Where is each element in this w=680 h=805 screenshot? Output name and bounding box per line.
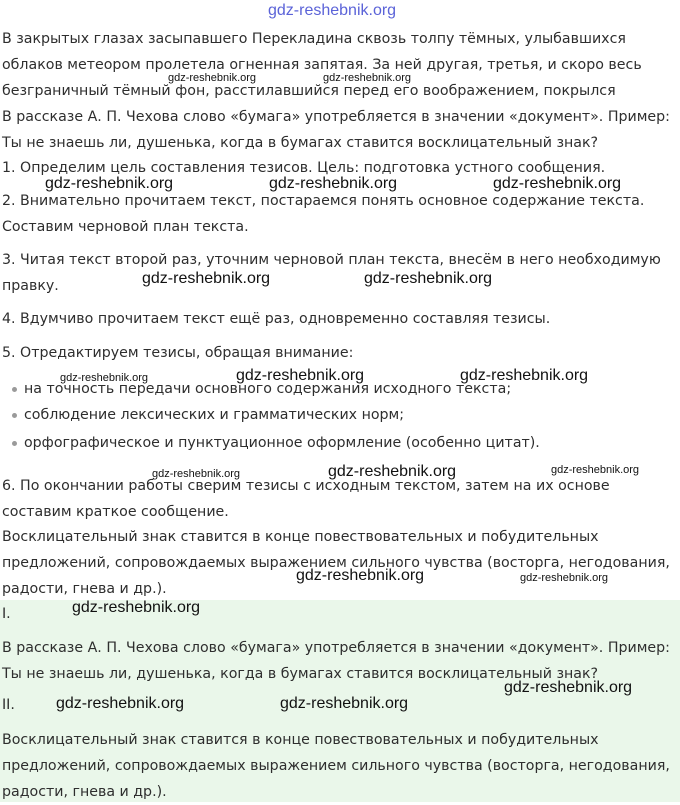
rule-line-1: Восклицательный знак ставится в конце повествовательных и побудительных — [2, 529, 599, 545]
answer-part-2-line-1: Восклицательный знак ставится в конце повествовательных и побудительных — [2, 732, 599, 748]
chekhov-intro-line-1: В рассказе А. П. Чехова слово «бумага» употребляется в значении «документ». Пример: — [2, 109, 670, 125]
watermark: gdz-reshebnik.org — [364, 270, 493, 287]
roman-numeral-2: II. — [2, 697, 15, 713]
watermark: gdz-reshebnik.org — [460, 367, 589, 384]
step-1: 1. Определим цель составления тезисов. Цель: подготовка устного сообщения. — [2, 160, 606, 176]
watermark: gdz-reshebnik.org — [328, 463, 457, 480]
step-5: 5. Отредактируем тезисы, обращая внимание: — [2, 345, 354, 361]
watermark: gdz-reshebnik.org — [551, 464, 640, 476]
watermark: gdz-reshebnik.org — [504, 679, 633, 696]
answer-part-2-line-3: радости, гнева и др.). — [2, 784, 167, 800]
top-watermark: gdz-reshebnik.org — [268, 2, 397, 19]
watermark: gdz-reshebnik.org — [56, 695, 185, 712]
story-line-3: безграничный тёмный фон, расстилавшийся перед его воображением, покрылся — [2, 83, 616, 99]
step-6-line-1: 6. По окончании работы сверим тезисы с исходным текстом, затем на их основе — [2, 478, 610, 494]
story-line-1: В закрытых глазах засыпавшего Перекладина сквозь толпу тёмных, улыбавшихся — [2, 31, 626, 47]
watermark: gdz-reshebnik.org — [168, 72, 257, 84]
step-3-line-2: правку. — [2, 278, 59, 294]
bullet-item-2: соблюдение лексических и грамматических норм; — [24, 407, 405, 423]
rule-line-3: радости, гнева и др.). — [2, 581, 167, 597]
step-2-line-2: Составим черновой план текста. — [2, 219, 249, 235]
answer-part-1-line-1: В рассказе А. П. Чехова слово «бумага» употребляется в значении «документ». Пример: — [2, 640, 670, 656]
step-6-line-2: составим краткое сообщение. — [2, 504, 229, 520]
watermark: gdz-reshebnik.org — [72, 599, 201, 616]
watermark: gdz-reshebnik.org — [280, 695, 409, 712]
watermark: gdz-reshebnik.org — [152, 468, 241, 480]
watermark: gdz-reshebnik.org — [269, 175, 398, 192]
story-line-2: облаков метеором пролетела огненная запятая. За ней другая, третья, и скоро весь — [2, 57, 642, 73]
watermark: gdz-reshebnik.org — [142, 270, 271, 287]
answer-part-1-line-2: Ты не знаешь ли, душенька, когда в бумагах ставится восклицательный знак? — [2, 666, 599, 682]
bullet-marker — [12, 441, 17, 446]
watermark: gdz-reshebnik.org — [323, 72, 412, 84]
bullet-marker — [12, 387, 17, 392]
answer-part-2-line-2: предложений, сопровождаемых выражением сильного чувства (восторга, негодования, — [2, 758, 670, 774]
watermark: gdz-reshebnik.org — [520, 572, 609, 584]
watermark: gdz-reshebnik.org — [493, 175, 622, 192]
watermark: gdz-reshebnik.org — [236, 367, 365, 384]
bullet-item-3: орфографическое и пунктуационное оформление (особенно цитат). — [24, 435, 540, 451]
watermark: gdz-reshebnik.org — [60, 372, 149, 384]
step-2-line-1: 2. Внимательно прочитаем текст, постараемся понять основное содержание текста. — [2, 193, 645, 209]
roman-numeral-1: I. — [2, 606, 11, 622]
rule-line-2: предложений, сопровождаемых выражением сильного чувства (восторга, негодования, — [2, 555, 670, 571]
step-4: 4. Вдумчиво прочитаем текст ещё раз, одновременно составляя тезисы. — [2, 311, 551, 327]
chekhov-intro-line-2: Ты не знаешь ли, душенька, когда в бумагах ставится восклицательный знак? — [2, 135, 599, 151]
bullet-marker — [12, 413, 17, 418]
step-3-line-1: 3. Читая текст второй раз, уточним черновой план текста, внесём в него необходимую — [2, 252, 661, 268]
watermark: gdz-reshebnik.org — [296, 567, 425, 584]
watermark: gdz-reshebnik.org — [45, 175, 174, 192]
bullet-item-1: на точность передачи основного содержания исходного текста; — [24, 381, 512, 397]
